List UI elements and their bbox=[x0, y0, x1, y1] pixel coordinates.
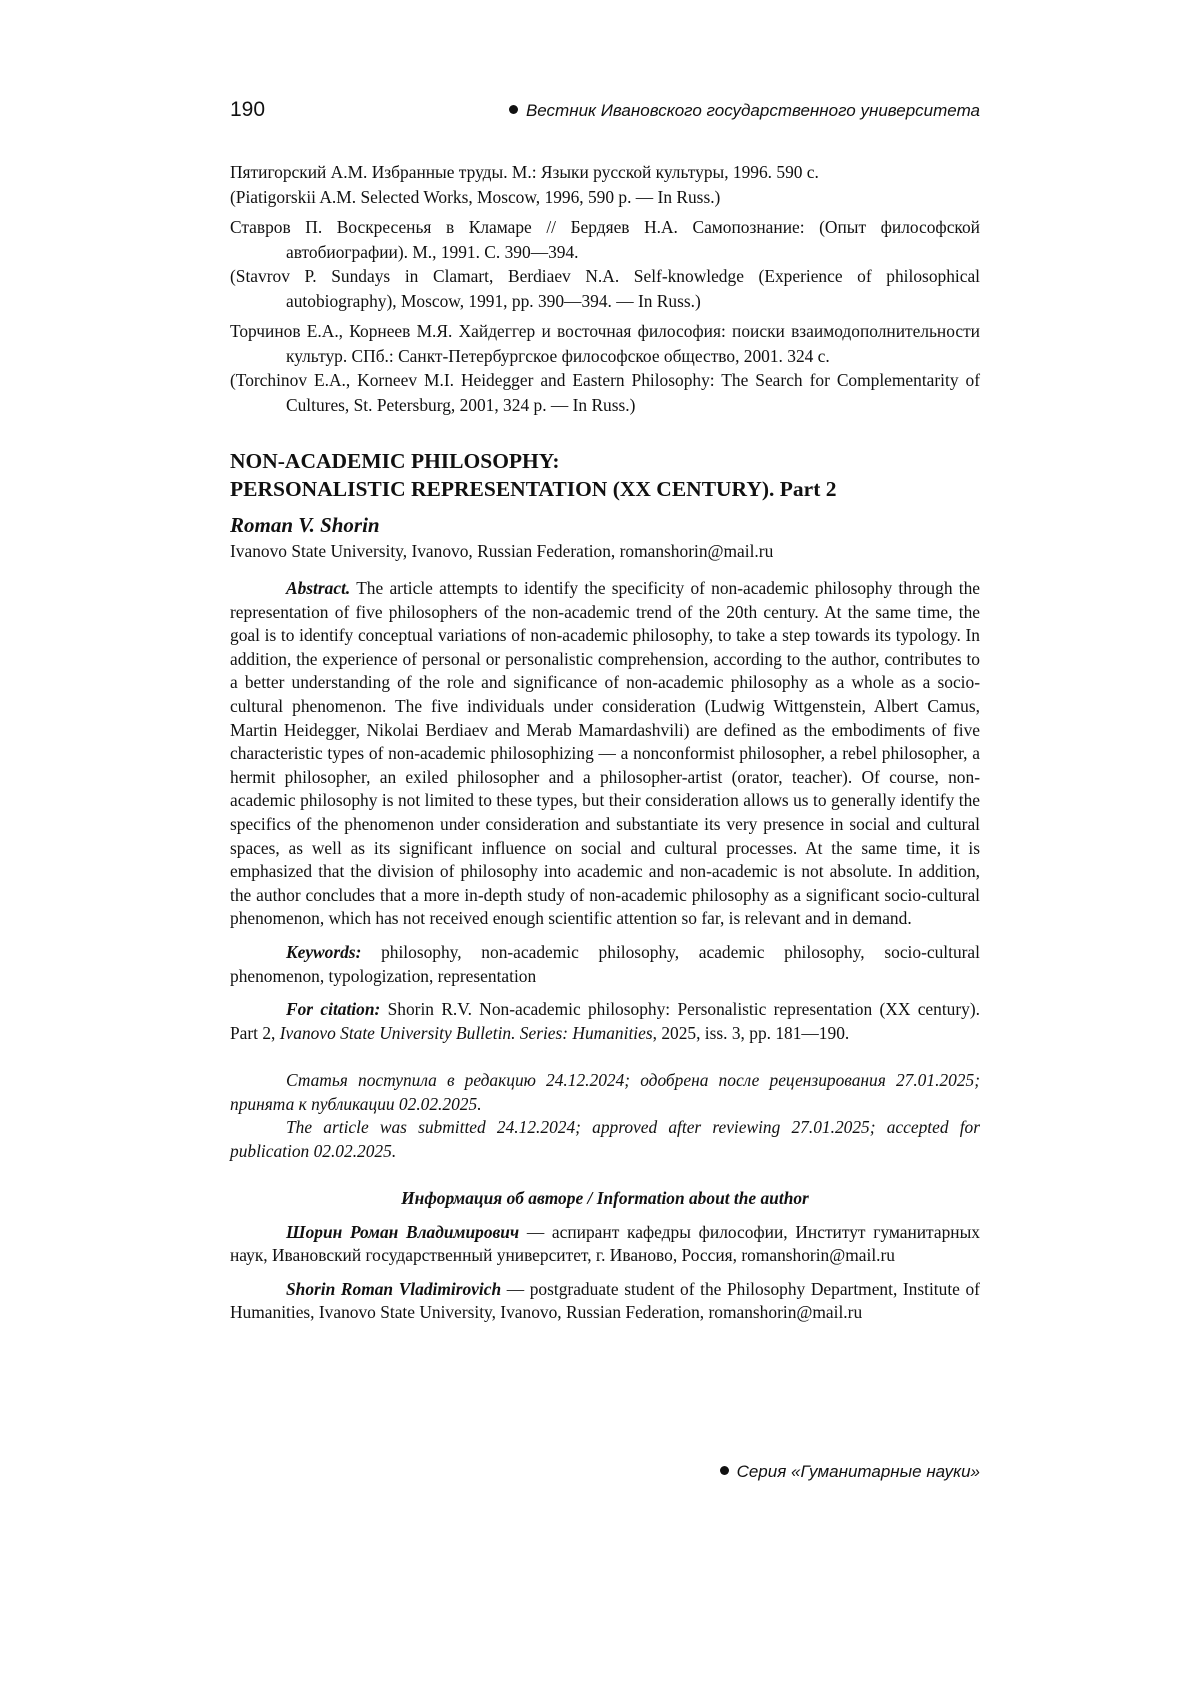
keywords-label: Keywords: bbox=[286, 942, 361, 962]
keywords-text: philosophy, non-academic philosophy, academic philosophy, socio-cultural phenomenon, typologization, representation bbox=[230, 942, 980, 986]
article-title bbox=[230, 447, 980, 503]
reference-ru: Пятигорский А.М. Избранные труды. М.: Языки русской культуры, 1996. 590 с. bbox=[230, 160, 980, 185]
reference-en: (Stavrov P. Sundays in Clamart, Berdiaev N.A. Self-knowledge (Experience of philosophical autobiography), Moscow, 1991, pp. 390—394. — In Russ.) bbox=[230, 264, 980, 313]
author-info-ru-text: — аспирант кафедры философии, Институт гуманитарных наук, Ивановский государственный университет, г. Иваново, Россия, romanshorin@mail.ru bbox=[230, 1222, 980, 1266]
author-info-en-name: Shorin Roman Vladimirovich bbox=[286, 1279, 501, 1299]
article-title-line-2: PERSONALISTIC REPRESENTATION (XX CENTURY). Part 2 bbox=[230, 475, 980, 503]
submission-dates bbox=[230, 1069, 980, 1163]
author-affiliation: Ivanovo State University, Ivanovo, Russian Federation, romanshorin@mail.ru bbox=[230, 539, 980, 563]
page-number: 190 bbox=[230, 98, 265, 122]
citation-text: Shorin R.V. Non-academic philosophy: Personalistic representation (XX century). Part 2, bbox=[230, 999, 980, 1043]
reference-en: (Torchinov E.A., Korneev M.I. Heidegger and Eastern Philosophy: The Search for Complementarity of Cultures, St. Petersburg, 2001, 324 p. — In Russ.) bbox=[230, 368, 980, 417]
reference-list bbox=[230, 160, 980, 417]
article-title-line-1: NON-ACADEMIC PHILOSOPHY: bbox=[230, 447, 980, 475]
citation-journal: Ivanovo State University Bulletin. Series: Humanities bbox=[280, 1023, 653, 1043]
journal-page bbox=[230, 98, 980, 1335]
reference-ru: Торчинов Е.А., Корнеев М.Я. Хайдеггер и восточная философия: поиски взаимодополнительности культур. СПб.: Санкт-Петербургское философское общество, 2001. 324 с. bbox=[230, 319, 980, 368]
author-info-en bbox=[230, 1278, 980, 1325]
reference-en: (Piatigorskii A.M. Selected Works, Moscow, 1996, 590 p. — In Russ.) bbox=[230, 185, 980, 210]
author-info-en-text: — postgraduate student of the Philosophy Department, Institute of Humanities, Ivanovo State University, Ivanovo, Russian Federation, romanshorin@mail.ru bbox=[230, 1279, 980, 1323]
reference-entry bbox=[230, 160, 980, 209]
bullet-icon bbox=[720, 1466, 729, 1475]
reference-entry bbox=[230, 319, 980, 417]
dates-ru: Статья поступила в редакцию 24.12.2024; одобрена после рецензирования 27.01.2025; принята к публикации 02.02.2025. bbox=[230, 1069, 980, 1116]
series-footer: Серия «Гуманитарные науки» bbox=[720, 1462, 980, 1482]
citation-tail: , 2025, iss. 3, pp. 181—190. bbox=[653, 1023, 850, 1043]
reference-ru: Ставров П. Воскресенья в Кламаре // Бердяев Н.А. Самопознание: (Опыт философской автобиографии). М., 1991. С. 390—394. bbox=[230, 215, 980, 264]
author-info-heading: Информация об авторе / Information about the author bbox=[230, 1188, 980, 1209]
dates-en: The article was submitted 24.12.2024; approved after reviewing 27.01.2025; accepted for publication 02.02.2025. bbox=[230, 1116, 980, 1163]
abstract-label: Abstract. bbox=[286, 578, 350, 598]
reference-entry bbox=[230, 215, 980, 313]
running-head bbox=[230, 98, 980, 138]
author-info-ru-name: Шорин Роман Владимирович bbox=[286, 1222, 519, 1242]
keywords bbox=[230, 941, 980, 988]
author-info-ru bbox=[230, 1221, 980, 1268]
journal-title: Вестник Ивановского государственного университета bbox=[509, 101, 980, 121]
bullet-icon bbox=[509, 105, 518, 114]
abstract-text: The article attempts to identify the specificity of non-academic philosophy through the representation of five philosophers of the non-academic trend of the 20th century. At the same time, the goal is to identify conceptual variations of non-academic philosophy, to take a step towards its typology. In addition, the experience of personal or personalistic comprehension, according to the author, contributes to a better understanding of the role and significance of non-academic philosophy as a whole as a socio-cultural phenomenon. The five individuals under consideration (Ludwig Wittgenstein, Albert Camus, Martin Heidegger, Nikolai Berdiaev and Merab Mamardashvili) are defined as the embodiments of five characteristic types of non-academic philosophizing — a nonconformist philosopher, a rebel philosopher, a hermit philosopher, an exiled philosopher and a philosopher-artist (orator, teacher). Of course, non-academic philosophy is not limited to these types, but their consideration allows us to generally identify the specifics of the phenomenon under consideration and substantiate its very presence in social and cultural spaces, as well as its significant influence on social and cultural processes. At the same time, it is emphasized that the division of philosophy into academic and non-academic is not absolute. In addition, the author concludes that a more in-depth study of non-academic philosophy as a significant socio-cultural phenomenon, which has not received enough scientific attention so far, is relevant and in demand. bbox=[230, 578, 980, 928]
citation bbox=[230, 998, 980, 1045]
citation-label: For citation: bbox=[286, 999, 380, 1019]
abstract bbox=[230, 577, 980, 931]
author-name: Roman V. Shorin bbox=[230, 511, 980, 539]
